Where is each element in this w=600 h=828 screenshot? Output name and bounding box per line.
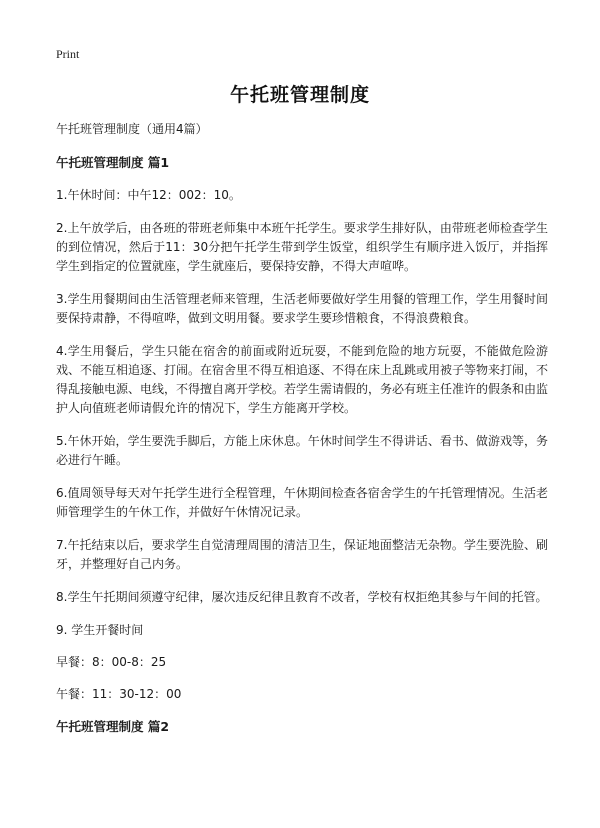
paragraph-1: 1.午休时间：中午12：002：10。 <box>56 188 241 202</box>
section-heading-2: 午托班管理制度 篇2 <box>56 719 170 734</box>
breakfast-time: 早餐：8：00-8：25 <box>56 655 167 669</box>
page-title: 午托班管理制度 <box>229 84 370 106</box>
print-label[interactable]: Print <box>56 47 80 61</box>
paragraph-5: 5.午休开始，学生要洗手脚后，方能上床休息。午休时间学生不得讲话、看书、做游戏等，务必进行午睡。 <box>56 434 548 467</box>
paragraph-6: 6.值周领导每天对午托学生进行全程管理，午休期间检查各宿舍学生的午托管理情况。生活老师管理学生的午休工作，并做好午休情况记录。 <box>56 486 548 519</box>
section-heading-1: 午托班管理制度 篇1 <box>56 155 170 170</box>
paragraph-4: 4.学生用餐后，学生只能在宿舍的前面或附近玩耍，不能到危险的地方玩耍，不能做危险游戏、不能互相追逐、打闹。在宿舍里不得互相追逐、不得在床上乱跳或用被子等物来打闹，不得乱接触电源、电线，不得擅自离开学校。若学生需请假的，务必有班主任准许的假条和由监护人向值班老师请假允许的情况下，学生方能离开学校。 <box>56 344 549 415</box>
paragraph-8: 8.学生午托期间须遵守纪律，屡次违反纪律且教育不改者，学校有权拒绝其参与午间的托管。 <box>56 590 548 604</box>
document-subtitle: 午托班管理制度（通用4篇） <box>56 122 208 136</box>
paragraph-2: 2.上午放学后，由各班的带班老师集中本班午托学生。要求学生排好队，由带班老师检查学生的到位情况，然后于11：30分把午托学生带到学生饭堂，组织学生有顺序进入饭厅，并指挥学生到指定的位置就座，学生就座后，要保持安静，不得大声喧哗。 <box>56 221 548 273</box>
lunch-time: 午餐：11：30-12：00 <box>56 687 182 701</box>
paragraph-7: 7.午托结束以后，要求学生自觉清理周围的清洁卫生，保证地面整洁无杂物。学生要洗脸、刷牙，并整理好自己内务。 <box>56 538 548 571</box>
document-body <box>56 120 548 750</box>
paragraph-9: 9. 学生开餐时间 <box>56 623 144 637</box>
paragraph-3: 3.学生用餐期间由生活管理老师来管理，生活老师要做好学生用餐的管理工作，学生用餐时间要保持肃静，不得喧哗，做到文明用餐。要求学生要珍惜粮食，不得浪费粮食。 <box>56 292 548 325</box>
